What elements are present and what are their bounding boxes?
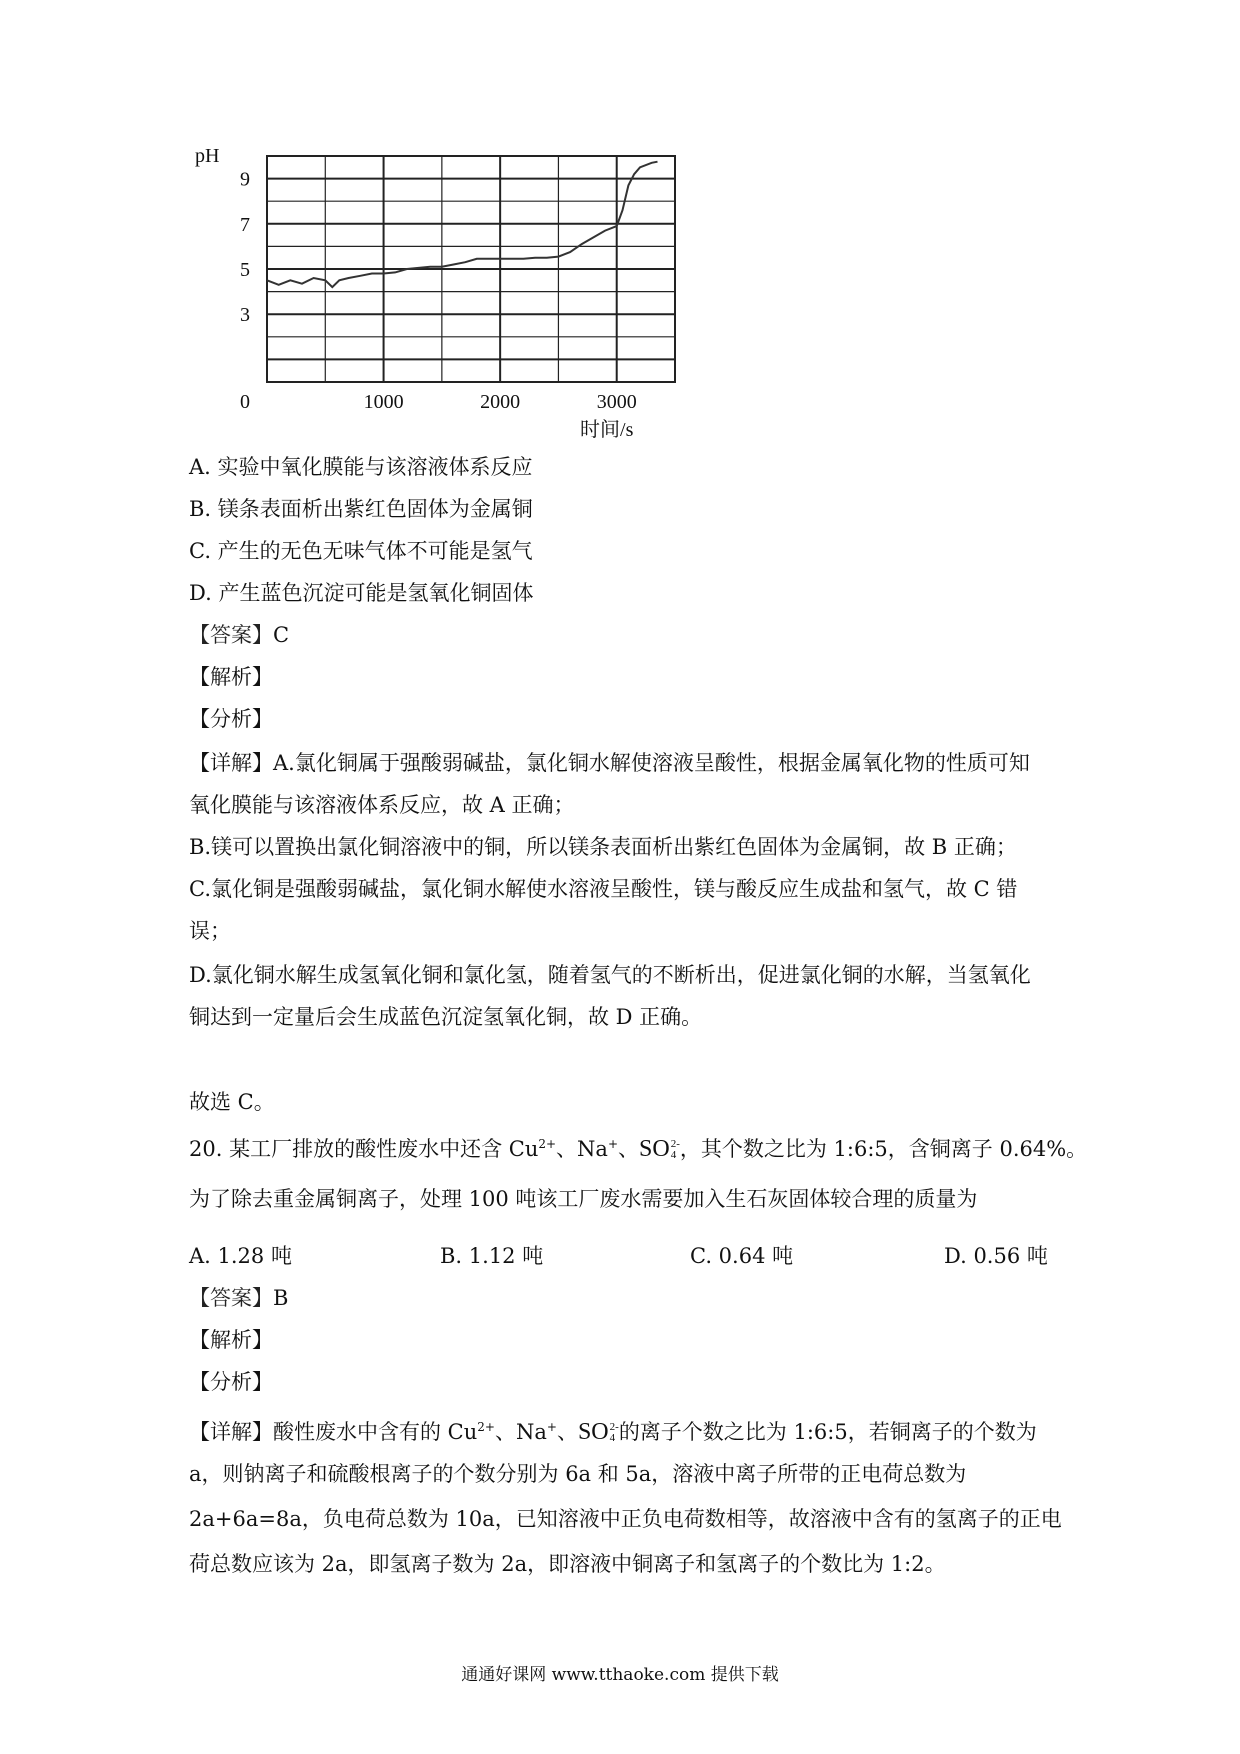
y-tick-label: 7 — [240, 213, 250, 236]
so4-symbol: SO — [577, 1419, 609, 1445]
q20-stem-text: 、 — [618, 1137, 640, 1161]
q19-option-a: A. 实验中氧化膜能与该溶液体系反应 — [189, 455, 533, 479]
q20-detail-line — [189, 1413, 1037, 1446]
q19-answer-value: C — [273, 623, 290, 647]
q19-answer — [189, 621, 289, 649]
q19-analysis-tag: 【解析】 — [189, 665, 273, 689]
y-tick-label: 9 — [240, 168, 250, 191]
q19-detail-tag: 【详解】 — [189, 751, 273, 775]
chart-grid — [267, 156, 675, 382]
q19-option-d: D. 产生蓝色沉淀可能是氢氧化铜固体 — [189, 581, 534, 605]
q20-detail-line: 2a+6a=8a，负电荷总数为 10a，已知溶液中正负电荷数相等，故溶液中含有的氢离子的正电 — [189, 1507, 1062, 1531]
q20-detail-tag: 【详解】 — [189, 1420, 273, 1444]
q19-detail-line: C.氯化铜是强酸弱碱盐，氯化铜水解使水溶液呈酸性，镁与酸反应生成盐和氢气，故 C 错 — [189, 877, 1018, 901]
q19-conclusion: 故选 C。 — [189, 1090, 275, 1114]
q20-detail-text: 酸性废水中含有的 Cu — [273, 1420, 478, 1444]
q19-detail-line: 氧化膜能与该溶液体系反应，故 A 正确； — [189, 793, 575, 817]
q20-stem-line2: 为了除去重金属铜离子，处理 100 吨该工厂废水需要加入生石灰固体较合理的质量为 — [189, 1187, 978, 1211]
q20-analysis-tag: 【解析】 — [189, 1328, 273, 1352]
cu-charge: 2+ — [538, 1137, 557, 1151]
q19-option-b: B. 镁条表面析出紫红色固体为金属铜 — [189, 497, 533, 521]
q20-stem-text: 、Na — [556, 1137, 608, 1161]
q20-stem-text: ，其个数之比为 1:6:5，含铜离子 0.64%。 — [679, 1137, 1088, 1161]
q19-detail-line: 误； — [189, 919, 231, 943]
page-footer: 通通好课网 www.tthaoke.com 提供下载 — [461, 1665, 779, 1685]
ph-chart — [195, 140, 705, 450]
y-axis-label: pH — [195, 145, 220, 167]
sulfate-formula — [639, 1136, 680, 1162]
na-charge: + — [546, 1420, 557, 1434]
q19-detail-line: B.镁可以置换出氯化铜溶液中的铜，所以镁条表面析出紫红色固体为金属铜，故 B 正确； — [189, 835, 1017, 859]
q20-detail-text: 、 — [556, 1420, 578, 1444]
so4-charge: 2- — [670, 1138, 680, 1151]
q19-detail-line: D.氯化铜水解生成氢氧化铜和氯化氢，随着氢气的不断析出，促进氯化铜的水解，当氢氧化 — [189, 963, 1031, 987]
y-tick-label: 3 — [240, 304, 250, 327]
na-charge: + — [607, 1137, 619, 1151]
so4-charge: 2- — [609, 1421, 619, 1434]
q20-option-d: D. 0.56 吨 — [944, 1244, 1048, 1268]
cu-charge: 2+ — [477, 1420, 495, 1434]
q19-detail-line: 铜达到一定量后会生成蓝色沉淀氢氧化铜，故 D 正确。 — [189, 1005, 703, 1029]
q20-detail-line: 荷总数应该为 2a，即氢离子数为 2a，即溶液中铜离子和氢离子的个数比为 1:2。 — [189, 1552, 946, 1576]
q20-detail-line: a，则钠离子和硫酸根离子的个数分别为 6a 和 5a，溶液中离子所带的正电荷总数为 — [189, 1462, 967, 1486]
q19-detail-text: A.氯化铜属于强酸弱碱盐，氯化铜水解使溶液呈酸性，根据金属氧化物的性质可知 — [273, 751, 1030, 775]
q20-answer — [189, 1284, 288, 1312]
x-tick-label: 2000 — [480, 391, 521, 413]
y-tick-label: 5 — [240, 259, 250, 281]
q20-answer-tag: 【答案】 — [189, 1286, 273, 1310]
x-tick-label: 3000 — [596, 391, 637, 413]
ph-chart-svg — [195, 140, 705, 450]
q19-fenxi-tag: 【分析】 — [189, 707, 273, 731]
q20-detail-text: 、Na — [494, 1420, 547, 1444]
so4-symbol: SO — [639, 1136, 670, 1162]
x-axis-label: 时间/s — [580, 419, 634, 441]
q20-stem-text: 20. 某工厂排放的酸性废水中还含 Cu — [189, 1137, 539, 1161]
q20-option-b: B. 1.12 吨 — [440, 1244, 544, 1268]
q19-answer-tag: 【答案】 — [189, 623, 273, 647]
q20-stem — [189, 1130, 1087, 1163]
q20-option-a: A. 1.28 吨 — [189, 1244, 292, 1268]
so4-subscript: 4 — [609, 1432, 616, 1445]
q20-fenxi-tag: 【分析】 — [189, 1370, 273, 1394]
q20-option-c: C. 0.64 吨 — [690, 1244, 794, 1268]
q19-option-c: C. 产生的无色无味气体不可能是氢气 — [189, 539, 533, 563]
q20-answer-value: B — [273, 1286, 289, 1310]
q20-detail-text: 的离子个数之比为 1:6:5，若铜离子的个数为 — [618, 1420, 1037, 1444]
x-tick-label: 1000 — [363, 391, 404, 413]
so4-subscript: 4 — [670, 1149, 677, 1162]
x-tick-label: 0 — [240, 391, 250, 413]
q19-detail-line — [189, 749, 1030, 777]
sulfate-formula — [578, 1419, 619, 1445]
chart-ticks — [195, 145, 637, 441]
